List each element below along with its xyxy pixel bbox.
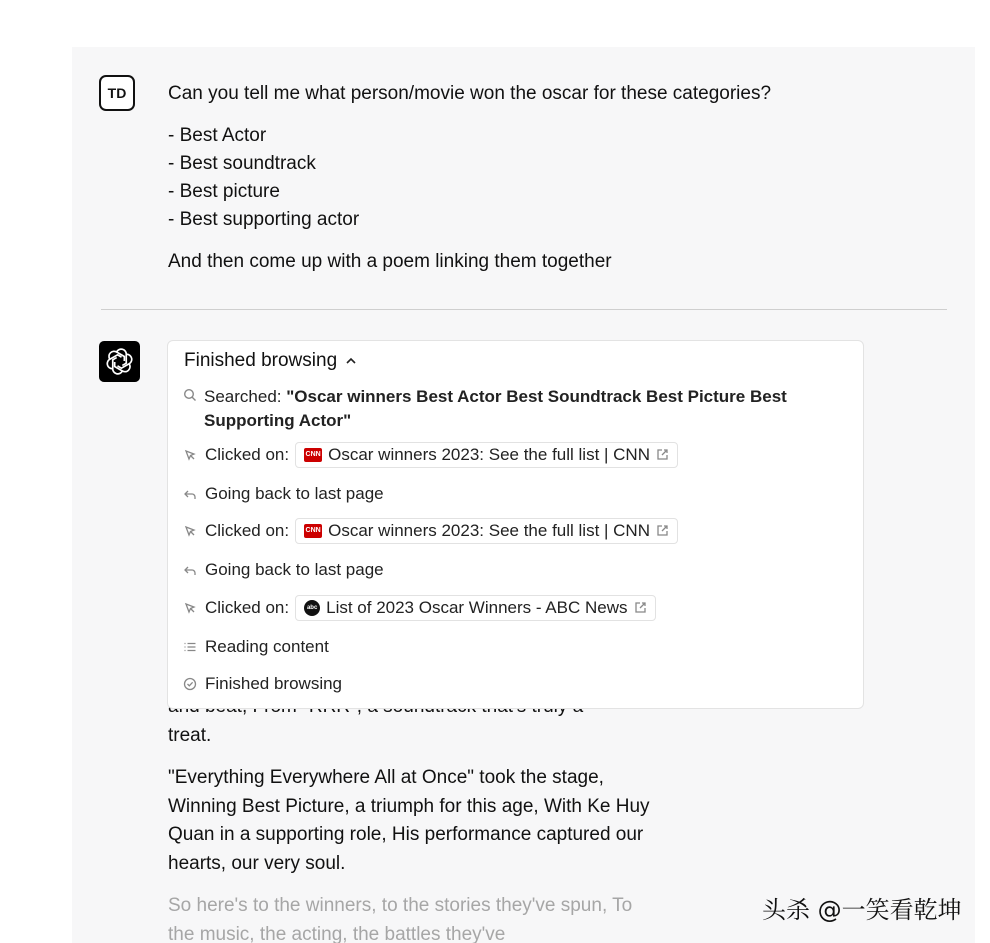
cursor-click-icon [182,447,198,463]
poem-stanza-3 [168,892,658,943]
clicked-step-1 [182,442,678,468]
source-link-label: Oscar winners 2023: See the full list | CNN [328,520,650,540]
going-back-step-1 [182,484,384,504]
user-avatar-initials: TD [107,85,127,101]
category-item: - Best picture [168,181,280,202]
searched-step [204,385,824,433]
user-avatar [99,75,135,111]
poem-stanza-3-text: So here's to the winners, to the stories they've spun, To the music, the acting, the battles they've [168,895,633,943]
assistant-answer [168,693,658,943]
finished-step [182,674,342,694]
back-arrow-icon [182,562,198,578]
abc-logo-icon: abc [304,600,320,616]
searched-query: "Oscar winners Best Actor Best Soundtrack Best Picture Best Supporting Actor" [204,387,787,430]
category-item: - Best soundtrack [168,153,316,174]
openai-logo-icon [106,348,133,375]
clicked-prefix: Clicked on: [205,521,290,540]
category-item: - Best supporting actor [168,209,360,230]
search-icon [182,387,198,403]
poem-partial-line-end: treat. [168,724,212,746]
source-link-cnn[interactable] [295,442,678,468]
conversation-panel [72,47,975,943]
poem-stanza-2-text: "Everything Everywhere All at Once" took the stage, Winning Best Picture, a triumph for this age, With Ke Huy Quan in a supporting role, His performance captured our hearts, our very soul. [168,767,650,874]
category-list [168,122,928,234]
browsing-toggle[interactable] [184,350,357,372]
user-question: Can you tell me what person/movie won the oscar for these categories? [168,83,772,104]
category-item: - Best Actor [168,125,267,146]
finished-label: Finished browsing [205,674,343,693]
user-followup: And then come up with a poem linking them together [168,251,612,272]
poem-stanza-2 [168,764,658,878]
external-link-icon [656,524,669,537]
clicked-prefix: Clicked on: [205,598,290,617]
chevron-up-icon [345,355,357,367]
source-link-label: Oscar winners 2023: See the full list | CNN [328,444,650,464]
browsing-header-label: Finished browsing [184,350,338,371]
back-arrow-icon [182,486,198,502]
source-link-abc[interactable] [295,595,655,621]
message-divider [101,309,947,310]
going-back-label: Going back to last page [205,484,384,503]
searched-prefix: Searched: [204,387,282,406]
clicked-step-2 [182,518,678,544]
check-circle-icon [182,676,198,692]
watermark: 头杀 @一笑看乾坤 [762,896,962,924]
going-back-step-2 [182,560,384,580]
cnn-logo-icon: CNN [304,524,322,538]
reading-label: Reading content [205,637,329,656]
cnn-logo-icon: CNN [304,448,322,462]
user-message [168,80,928,276]
searched-step-icon-wrap [182,387,205,403]
clicked-step-3 [182,595,656,621]
clicked-prefix: Clicked on: [205,445,290,464]
cursor-click-icon [182,600,198,616]
source-link-cnn[interactable] [295,518,678,544]
reading-step [182,637,329,657]
assistant-avatar [99,341,140,382]
external-link-icon [634,601,647,614]
going-back-label: Going back to last page [205,560,384,579]
cursor-click-icon [182,523,198,539]
list-icon [182,639,198,655]
source-link-label: List of 2023 Oscar Winners - ABC News [326,597,628,617]
browsing-panel [167,340,864,709]
external-link-icon [656,448,669,461]
